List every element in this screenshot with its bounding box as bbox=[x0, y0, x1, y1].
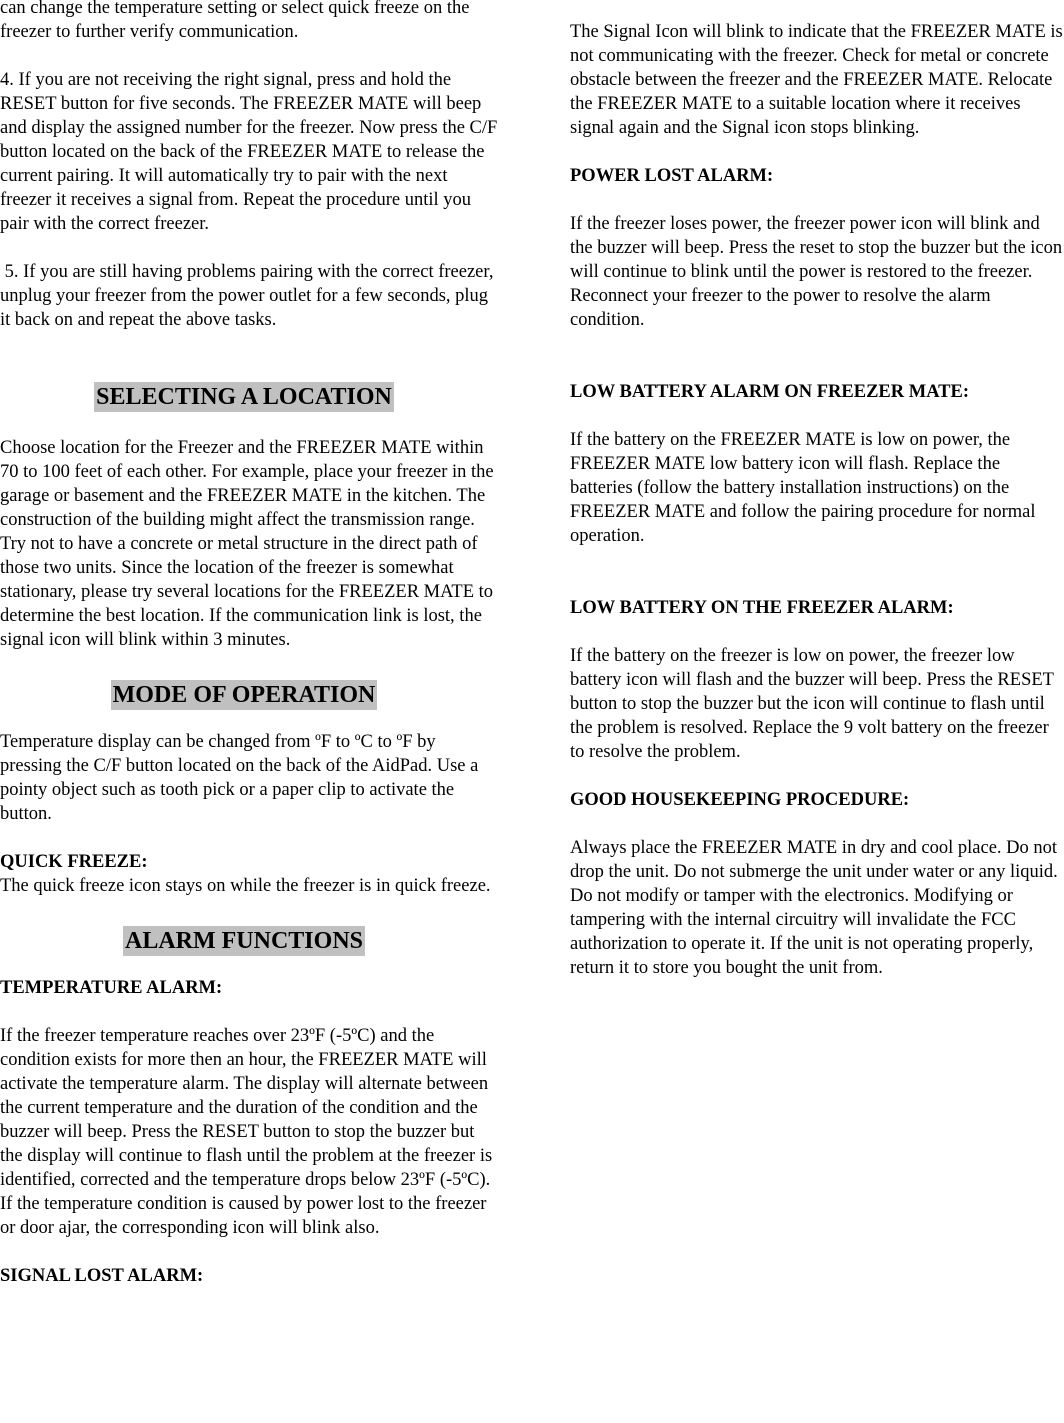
step-5-paragraph: 5. If you are still having problems pairing with the correct freezer, unplug your freezer from the power outlet for a few seconds, plug it back on and repeat the above tasks. bbox=[0, 262, 499, 330]
low-battery-freezer-title: LOW BATTERY ON THE FREEZER ALARM: bbox=[570, 598, 954, 618]
location-paragraph: Choose location for the Freezer and the FREEZER MATE within 70 to 100 feet of each other. For example, place your freezer in the garage or basement and the FREEZER MATE in the kitchen. The construction of the building might affect the transmission range. Try not to have a concrete or metal structure in the direct path of those two units. Since the location of the freezer is somewhat stationary, please try several locations for the FREEZER MATE to determine the best location. If the communication link is lost, the signal icon will blink within 3 minutes. bbox=[0, 438, 494, 650]
alarm-heading-wrap bbox=[0, 926, 500, 956]
step-4-paragraph: 4. If you are not receiving the right signal, press and hold the RESET button for five seconds. The FREEZER MATE will beep and display the assigned number for the freezer. Now press the C/F button located on the back of the FREEZER MATE to release the current pairing. It will automatically try to pair with the next freezer it receives a signal from. Repeat the procedure until you pair with the correct freezer. bbox=[0, 70, 498, 234]
intro-paragraph: can change the temperature setting or select quick freeze on the freezer to further verify communication. bbox=[0, 0, 470, 42]
power-lost-paragraph: If the freezer loses power, the freezer power icon will blink and the buzzer will beep. Press the reset to stop the buzzer but the icon will continue to blink until the power is restored to the freezer. Reconnect your freezer to the power to resolve the alarm condition. bbox=[570, 214, 1063, 330]
housekeeping-title: GOOD HOUSEKEEPING PROCEDURE: bbox=[570, 790, 910, 810]
low-battery-freezer-paragraph: If the battery on the freezer is low on power, the freezer low battery icon will flash and the buzzer will beep. Press the RESET button to stop the buzzer but the icon will continue to flash until the problem is resolved. Replace the 9 volt battery on the freezer to resolve the problem. bbox=[570, 646, 1054, 762]
location-heading-wrap bbox=[0, 382, 500, 412]
mode-paragraph: Temperature display can be changed from ºF to ºC to ºF by pressing the C/F button located on the back of the AidPad. Use a pointy object such as tooth pick or a paper clip to activate the button. bbox=[0, 732, 479, 824]
signal-lost-alarm-title: SIGNAL LOST ALARM: bbox=[0, 1266, 204, 1286]
left-column bbox=[0, 0, 500, 1288]
temperature-alarm-title: TEMPERATURE ALARM: bbox=[0, 978, 223, 998]
right-column bbox=[570, 0, 1064, 980]
temperature-alarm-paragraph: If the freezer temperature reaches over 23ºF (-5ºC) and the condition exists for more then an hour, the FREEZER MATE will activate the temperature alarm. The display will alternate between the current temperature and the duration of the condition and the buzzer will beep. Press the RESET button to stop the buzzer but the display will continue to flash until the problem at the freezer is identified, corrected and the temperature drops below 23ºF (-5ºC). If the temperature condition is caused by power lost to the freezer or door ajar, the corresponding icon will blink also. bbox=[0, 1026, 493, 1238]
low-battery-mate-paragraph: If the battery on the FREEZER MATE is low on power, the FREEZER MATE low battery icon will flash. Replace the batteries (follow the battery installation instructions) on the FREEZER MATE and follow the pairing procedure for normal operation. bbox=[570, 430, 1036, 546]
signal-lost-paragraph: The Signal Icon will blink to indicate that the FREEZER MATE is not communicating with the freezer. Check for metal or concrete obstacle between the freezer and the FREEZER MATE. Relocate the FREEZER MATE to a suitable location where it receives signal again and the Signal icon stops blinking. bbox=[570, 22, 1063, 138]
quick-freeze-paragraph: The quick freeze icon stays on while the freezer is in quick freeze. bbox=[0, 876, 491, 896]
low-battery-mate-title: LOW BATTERY ALARM ON FREEZER MATE: bbox=[570, 382, 970, 402]
selecting-location-heading: SELECTING A LOCATION bbox=[96, 384, 392, 410]
quick-freeze-title: QUICK FREEZE: bbox=[0, 852, 148, 872]
alarm-functions-heading: ALARM FUNCTIONS bbox=[124, 928, 363, 954]
mode-heading-wrap bbox=[0, 680, 500, 710]
mode-of-operation-heading: MODE OF OPERATION bbox=[112, 682, 376, 708]
power-lost-alarm-title: POWER LOST ALARM: bbox=[570, 166, 774, 186]
housekeeping-paragraph: Always place the FREEZER MATE in dry and cool place. Do not drop the unit. Do not submerge the unit under water or any liquid. Do not modify or tamper with the electronics. Modifying or tampering with the internal circuitry will invalidate the FCC authorization to operate it. If the unit is not operating properly, return it to store you bought the unit from. bbox=[570, 838, 1058, 978]
